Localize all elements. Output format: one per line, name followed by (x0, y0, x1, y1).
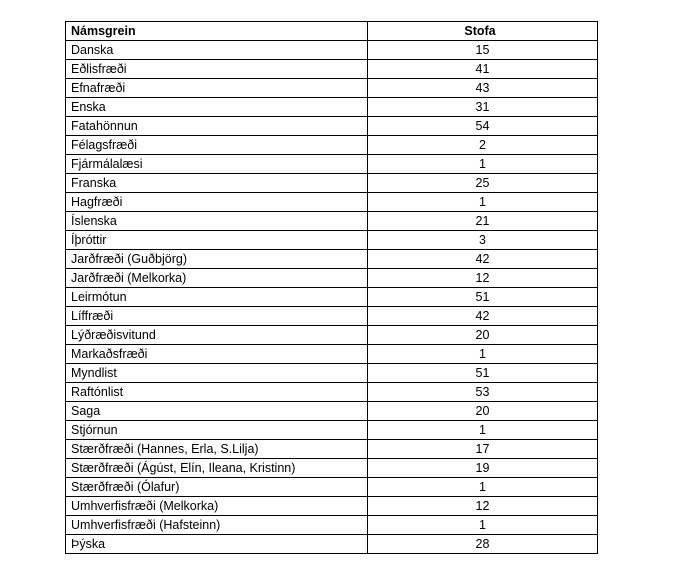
subject-cell: Þýska (66, 535, 368, 554)
room-cell: 1 (368, 345, 598, 364)
room-cell: 51 (368, 364, 598, 383)
table-row (66, 288, 598, 307)
room-cell: 25 (368, 174, 598, 193)
table-row (66, 212, 598, 231)
table-row (66, 60, 598, 79)
table-row (66, 345, 598, 364)
table-row (66, 174, 598, 193)
table-row (66, 307, 598, 326)
table-row (66, 383, 598, 402)
table-row (66, 155, 598, 174)
subject-cell: Danska (66, 41, 368, 60)
table-row (66, 440, 598, 459)
subject-cell: Saga (66, 402, 368, 421)
subject-cell: Hagfræði (66, 193, 368, 212)
subject-cell: Markaðsfræði (66, 345, 368, 364)
room-cell: 28 (368, 535, 598, 554)
table-row (66, 402, 598, 421)
table-header-row (66, 22, 598, 41)
subject-cell: Leirmótun (66, 288, 368, 307)
room-cell: 53 (368, 383, 598, 402)
table-row (66, 98, 598, 117)
room-cell: 2 (368, 136, 598, 155)
table-row (66, 497, 598, 516)
room-cell: 3 (368, 231, 598, 250)
table-row (66, 193, 598, 212)
table-row (66, 41, 598, 60)
table-row (66, 117, 598, 136)
table-row (66, 231, 598, 250)
room-cell: 1 (368, 421, 598, 440)
table-row (66, 136, 598, 155)
subject-cell: Fatahönnun (66, 117, 368, 136)
subject-cell: Fjármálalæsi (66, 155, 368, 174)
room-cell: 1 (368, 478, 598, 497)
room-cell: 42 (368, 250, 598, 269)
table-row (66, 459, 598, 478)
table-row (66, 478, 598, 497)
room-cell: 17 (368, 440, 598, 459)
table-body (66, 41, 598, 554)
table-row (66, 269, 598, 288)
subject-cell: Franska (66, 174, 368, 193)
room-cell: 20 (368, 402, 598, 421)
room-cell: 54 (368, 117, 598, 136)
subject-cell: Jarðfræði (Guðbjörg) (66, 250, 368, 269)
subject-cell: Íþróttir (66, 231, 368, 250)
subject-cell: Myndlist (66, 364, 368, 383)
room-cell: 12 (368, 497, 598, 516)
room-column-header: Stofa (368, 22, 598, 41)
room-cell: 20 (368, 326, 598, 345)
room-cell: 21 (368, 212, 598, 231)
room-cell: 31 (368, 98, 598, 117)
subject-cell: Raftónlist (66, 383, 368, 402)
room-cell: 1 (368, 193, 598, 212)
subject-cell: Jarðfræði (Melkorka) (66, 269, 368, 288)
table-row (66, 421, 598, 440)
subject-cell: Stærðfræði (Ágúst, Elín, Ileana, Kristinn) (66, 459, 368, 478)
subject-cell: Félagsfræði (66, 136, 368, 155)
subject-cell: Enska (66, 98, 368, 117)
room-cell: 1 (368, 516, 598, 535)
table-row (66, 79, 598, 98)
subject-cell: Umhverfisfræði (Melkorka) (66, 497, 368, 516)
subject-cell: Eðlisfræði (66, 60, 368, 79)
subject-cell: Stjórnun (66, 421, 368, 440)
room-cell: 42 (368, 307, 598, 326)
table-row (66, 326, 598, 345)
table-row (66, 250, 598, 269)
room-cell: 41 (368, 60, 598, 79)
room-cell: 1 (368, 155, 598, 174)
table-row (66, 516, 598, 535)
subject-cell: Stærðfræði (Ólafur) (66, 478, 368, 497)
room-cell: 51 (368, 288, 598, 307)
room-cell: 12 (368, 269, 598, 288)
subject-cell: Íslenska (66, 212, 368, 231)
table-row (66, 535, 598, 554)
table-row (66, 364, 598, 383)
subject-cell: Stærðfræði (Hannes, Erla, S.Lilja) (66, 440, 368, 459)
subject-room-table (65, 21, 598, 554)
subject-cell: Umhverfisfræði (Hafsteinn) (66, 516, 368, 535)
room-cell: 19 (368, 459, 598, 478)
subject-cell: Lýðræðisvitund (66, 326, 368, 345)
room-cell: 43 (368, 79, 598, 98)
subject-column-header: Námsgrein (66, 22, 368, 41)
subject-cell: Líffræði (66, 307, 368, 326)
subject-cell: Efnafræði (66, 79, 368, 98)
room-cell: 15 (368, 41, 598, 60)
